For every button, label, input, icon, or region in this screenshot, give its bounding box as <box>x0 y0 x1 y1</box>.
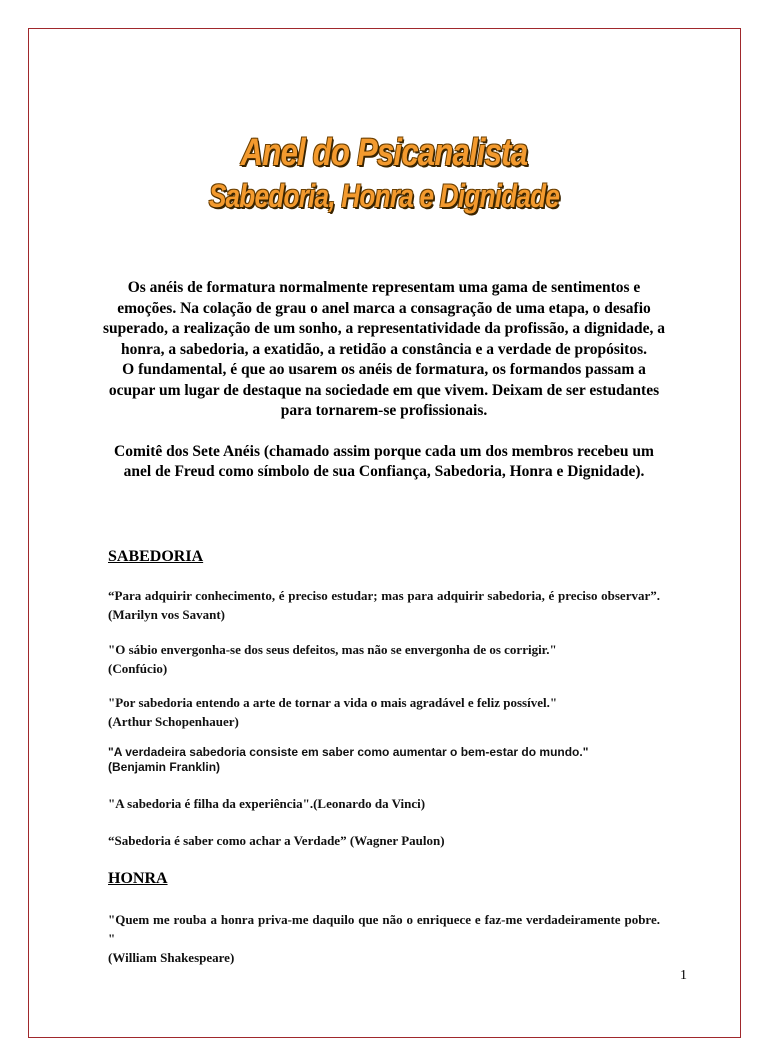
quote-text: "Quem me rouba a honra priva-me daquilo que não o enriquece e faz-me verdadeiramente pobre. " <box>108 912 660 946</box>
quote-sabedoria-2 <box>108 640 660 678</box>
section-heading-honra: HONRA <box>108 870 168 887</box>
quote-text: "A verdadeira sabedoria consiste em saber como aumentar o bem-estar do mundo." <box>108 745 589 759</box>
quote-sabedoria-1 <box>108 586 660 624</box>
intro-text <box>100 278 668 483</box>
quote-text: "O sábio envergonha-se dos seus defeitos, mas não se envergonha de os corrigir." <box>108 642 557 657</box>
quote-text: “Para adquirir conhecimento, é preciso estudar; mas para adquirir sabedoria, é preciso observar”.(Marilyn vos Savant) <box>108 588 660 622</box>
document-subtitle: Sabedoria, Honra e Dignidade <box>208 178 560 214</box>
intro-paragraph-2: O fundamental, é que ao usarem os anéis de formatura, os formandos passam a ocupar um lugar de destaque na sociedade em que vivem. Deixam de ser estudantes para tornarem-se profissionais. <box>108 361 660 419</box>
section-heading-sabedoria: SABEDORIA <box>108 548 204 565</box>
quote-text: "A sabedoria é filha da experiência".(Leonardo da Vinci) <box>108 796 426 811</box>
quote-author: (Benjamin Franklin) <box>108 760 221 774</box>
quote-text: "Por sabedoria entendo a arte de tornar a vida o mais agradável e feliz possível." <box>108 695 558 710</box>
intro-paragraph-1: Os anéis de formatura normalmente representam uma gama de sentimentos e emoções. Na colação de grau o anel marca a consagração de uma etapa, o desafio superado, a realização de um sonho, a representatividade da profissão, a dignidade, a honra, a sabedoria, a exatidão, a retidão a constância e a verdade de propósitos. <box>102 279 666 358</box>
quote-author: (Confúcio) <box>108 661 168 676</box>
quote-author: (William Shakespeare) <box>108 950 235 965</box>
quote-sabedoria-4 <box>108 745 660 775</box>
quote-author: (Arthur Schopenhauer) <box>108 714 239 729</box>
document-title: Anel do Psicanalista <box>240 132 528 174</box>
page-number: 1 <box>680 968 687 983</box>
intro-paragraph-3: Comitê dos Sete Anéis (chamado assim porque cada um dos membros recebeu um anel de Freud como símbolo de sua Confiança, Sabedoria, Honra e Dignidade). <box>114 442 654 480</box>
quote-honra-1 <box>108 910 660 967</box>
quote-sabedoria-6 <box>108 831 660 850</box>
quote-sabedoria-5 <box>108 794 660 813</box>
quote-sabedoria-3 <box>108 693 660 731</box>
quote-text: “Sabedoria é saber como achar a Verdade” (Wagner Paulon) <box>108 833 445 848</box>
